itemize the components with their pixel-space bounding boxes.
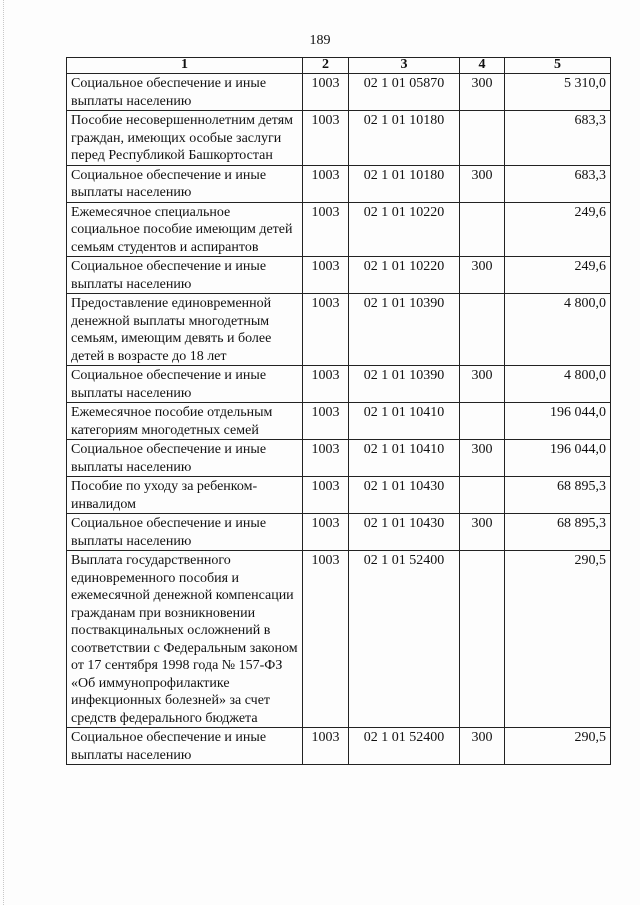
- row-name-cell: Социальное обеспечение и иные выплаты населению: [67, 728, 303, 765]
- table-row: [67, 294, 611, 366]
- row-section-cell: 1003: [303, 551, 349, 728]
- page-number: 189: [309, 33, 331, 48]
- row-type-cell: [460, 477, 505, 514]
- row-type-cell: 300: [460, 257, 505, 294]
- row-section-cell: 1003: [303, 366, 349, 403]
- table-row: [67, 728, 611, 765]
- row-type-cell: 300: [460, 74, 505, 111]
- table-row: [67, 477, 611, 514]
- row-sum-cell: 196 044,0: [505, 403, 611, 440]
- row-type-cell: [460, 202, 505, 257]
- row-sum-cell: 683,3: [505, 165, 611, 202]
- row-type-cell: [460, 403, 505, 440]
- row-section-cell: 1003: [303, 202, 349, 257]
- row-section-cell: 1003: [303, 477, 349, 514]
- row-name-cell: Социальное обеспечение и иные выплаты населению: [67, 440, 303, 477]
- row-type-cell: [460, 294, 505, 366]
- row-section-cell: 1003: [303, 74, 349, 111]
- row-code-cell: 02 1 01 10220: [349, 257, 460, 294]
- header-col-1: 1: [67, 58, 303, 74]
- table-row: [67, 551, 611, 728]
- header-col-2: 2: [303, 58, 349, 74]
- table-row: [67, 111, 611, 166]
- table-body: [67, 74, 611, 765]
- row-sum-cell: 290,5: [505, 728, 611, 765]
- row-type-cell: [460, 551, 505, 728]
- row-code-cell: 02 1 01 10410: [349, 440, 460, 477]
- row-sum-cell: 68 895,3: [505, 477, 611, 514]
- row-section-cell: 1003: [303, 728, 349, 765]
- table-row: [67, 202, 611, 257]
- row-name-cell: Социальное обеспечение и иные выплаты населению: [67, 514, 303, 551]
- table-row: [67, 165, 611, 202]
- row-code-cell: 02 1 01 10410: [349, 403, 460, 440]
- budget-table: [66, 57, 611, 765]
- row-name-cell: Ежемесячное пособие отдельным категориям многодетных семей: [67, 403, 303, 440]
- row-sum-cell: 290,5: [505, 551, 611, 728]
- row-code-cell: 02 1 01 05870: [349, 74, 460, 111]
- row-type-cell: 300: [460, 728, 505, 765]
- row-code-cell: 02 1 01 10390: [349, 294, 460, 366]
- row-code-cell: 02 1 01 10180: [349, 111, 460, 166]
- row-type-cell: [460, 111, 505, 166]
- row-code-cell: 02 1 01 10390: [349, 366, 460, 403]
- row-code-cell: 02 1 01 52400: [349, 728, 460, 765]
- row-name-cell: Пособие по уходу за ребенком-инвалидом: [67, 477, 303, 514]
- header-col-3: 3: [349, 58, 460, 74]
- row-name-cell: Социальное обеспечение и иные выплаты населению: [67, 74, 303, 111]
- row-type-cell: 300: [460, 440, 505, 477]
- row-code-cell: 02 1 01 10180: [349, 165, 460, 202]
- row-section-cell: 1003: [303, 111, 349, 166]
- table-row: [67, 440, 611, 477]
- row-sum-cell: 196 044,0: [505, 440, 611, 477]
- row-section-cell: 1003: [303, 403, 349, 440]
- row-section-cell: 1003: [303, 294, 349, 366]
- row-sum-cell: 68 895,3: [505, 514, 611, 551]
- row-code-cell: 02 1 01 10430: [349, 477, 460, 514]
- table-row: [67, 74, 611, 111]
- header-col-5: 5: [505, 58, 611, 74]
- row-name-cell: Социальное обеспечение и иные выплаты населению: [67, 366, 303, 403]
- row-code-cell: 02 1 01 52400: [349, 551, 460, 728]
- header-col-4: 4: [460, 58, 505, 74]
- row-code-cell: 02 1 01 10220: [349, 202, 460, 257]
- row-name-cell: Социальное обеспечение и иные выплаты населению: [67, 165, 303, 202]
- row-name-cell: Предоставление единовременной денежной выплаты многодетным семьям, имеющим девять и более детей в возрасте до 18 лет: [67, 294, 303, 366]
- row-name-cell: Выплата государственного единовременного пособия и ежемесячной денежной компенсации гражданам при возникновении поствакцинальных осложнений в соответствии с Федеральным законом от 17 сентября 1998 года № 157-ФЗ «Об иммунопрофилактике инфекционных болезней» за счет средств федерального бюджета: [67, 551, 303, 728]
- row-sum-cell: 249,6: [505, 202, 611, 257]
- row-name-cell: Пособие несовершеннолетним детям граждан, имеющих особые заслуги перед Республикой Башкортостан: [67, 111, 303, 166]
- row-section-cell: 1003: [303, 440, 349, 477]
- row-sum-cell: 5 310,0: [505, 74, 611, 111]
- row-section-cell: 1003: [303, 257, 349, 294]
- row-name-cell: Социальное обеспечение и иные выплаты населению: [67, 257, 303, 294]
- scan-edge: [3, 0, 5, 905]
- table-row: [67, 514, 611, 551]
- row-type-cell: 300: [460, 165, 505, 202]
- row-sum-cell: 4 800,0: [505, 294, 611, 366]
- table-row: [67, 366, 611, 403]
- table-header-row: [67, 58, 611, 74]
- row-section-cell: 1003: [303, 165, 349, 202]
- row-type-cell: 300: [460, 514, 505, 551]
- row-section-cell: 1003: [303, 514, 349, 551]
- row-code-cell: 02 1 01 10430: [349, 514, 460, 551]
- table-row: [67, 403, 611, 440]
- table-row: [67, 257, 611, 294]
- row-name-cell: Ежемесячное специальное социальное пособие имеющим детей семьям студентов и аспирантов: [67, 202, 303, 257]
- row-type-cell: 300: [460, 366, 505, 403]
- row-sum-cell: 249,6: [505, 257, 611, 294]
- row-sum-cell: 4 800,0: [505, 366, 611, 403]
- row-sum-cell: 683,3: [505, 111, 611, 166]
